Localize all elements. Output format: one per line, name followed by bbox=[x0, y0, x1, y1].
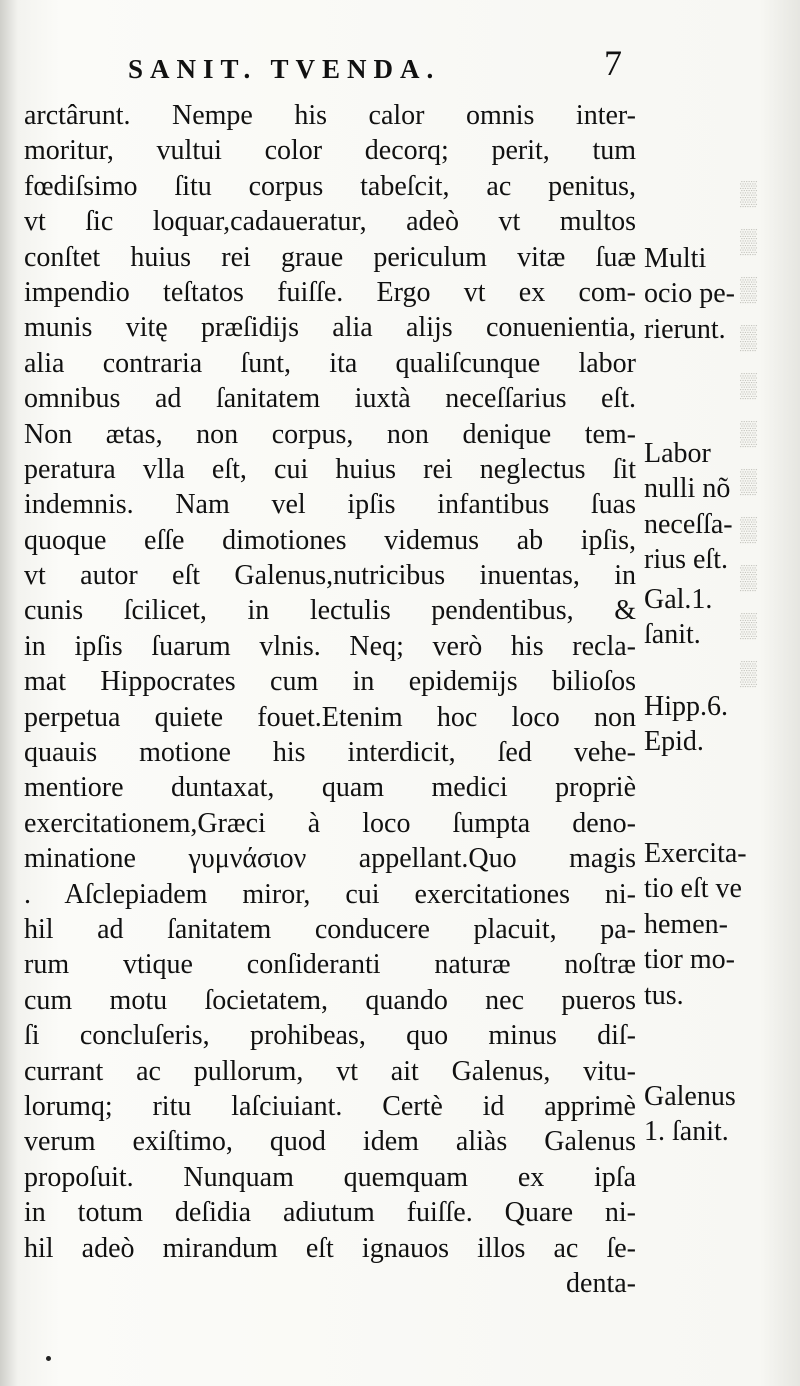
text-line: perpetua quiete fouet.Etenim hoc loco non bbox=[24, 701, 636, 733]
text-line: alia contraria ſunt, ita qualiſcunque labor bbox=[24, 347, 636, 379]
margin-note-galen-2 bbox=[644, 1079, 794, 1150]
margin-note-line: nulli nõ bbox=[644, 473, 731, 505]
running-header bbox=[128, 42, 628, 102]
margin-note-multi-ocio bbox=[644, 241, 794, 347]
text-line: munis vitę præſidijs alia alijs conuenientia, bbox=[24, 312, 636, 344]
text-line: vt autor eſt Galenus,nutricibus inuentas, in bbox=[24, 560, 636, 592]
margin-note-exercitatio bbox=[644, 836, 794, 1013]
text-line: Non ætas, non corpus, non denique tem- bbox=[24, 418, 636, 450]
text-line: moritur, vultui color decorq; perit, tum bbox=[24, 135, 636, 167]
margin-note-line: Hipp.6. bbox=[644, 691, 728, 722]
margin-note-line: Exercita- bbox=[644, 838, 747, 869]
text-line: quoque eſſe dimotiones videmus ab ipſis, bbox=[24, 524, 636, 556]
margin-note-hippocrates bbox=[644, 689, 794, 760]
margin-note-line: ſanit. bbox=[644, 619, 701, 651]
text-line: conſtet huius rei graue periculum vitæ ſuæ bbox=[24, 241, 636, 273]
text-line: lorumq; ritu laſciuiant. Certè id apprimè bbox=[24, 1090, 636, 1122]
margin-note-line: neceſſa- bbox=[644, 508, 733, 540]
text-line: quauis motione his interdicit, ſed vehe- bbox=[24, 737, 636, 769]
text-line: . Aſclepiadem miror, cui exercitationes ni- bbox=[24, 878, 636, 910]
margin-note-line: Epid. bbox=[644, 726, 704, 758]
margin-note-line: tior mo- bbox=[644, 944, 735, 976]
text-line: fœdiſsimo ſitu corpus tabeſcit, ac penitus, bbox=[24, 170, 636, 202]
margin-note-line: Galenus bbox=[644, 1081, 736, 1112]
running-title: SANIT. TVENDA. bbox=[128, 54, 441, 84]
margin-note-line: hemen- bbox=[644, 908, 728, 940]
text-line: in totum deſidia adiutum fuiſſe. Quare ni- bbox=[24, 1197, 636, 1229]
text-line: cunis ſcilicet, in lectulis pendentibus, & bbox=[24, 595, 636, 627]
margin-note-line: Gal.1. bbox=[644, 584, 713, 615]
text-line: arctârunt. Nempe his calor omnis inter- bbox=[24, 100, 636, 131]
text-line: propoſuit. Nunquam quemquam ex ipſa bbox=[24, 1161, 636, 1193]
margin-note-labor bbox=[644, 436, 794, 578]
text-line: mat Hippocrates cum in epidemijs bilioſos bbox=[24, 666, 636, 698]
margin-note-line: rierunt. bbox=[644, 313, 726, 345]
text-line: hil adeò mirandum eſt ignauos illos ac ſe- bbox=[24, 1232, 636, 1264]
margin-note-line: tio eſt ve bbox=[644, 873, 742, 905]
text-line: impendio teſtatos fuiſſe. Ergo vt ex com- bbox=[24, 276, 636, 308]
text-line: in ipſis ſuarum vlnis. Neq; verò his recla- bbox=[24, 630, 636, 662]
text-line: hil ad ſanitatem conducere placuit, pa- bbox=[24, 913, 636, 945]
text-line: indemnis. Nam vel ipſis infantibus ſuas bbox=[24, 489, 636, 521]
text-line: minatione γυμνάσιον appellant.Quo magis bbox=[24, 843, 636, 875]
text-line: ſi concluſeris, prohibeas, quo minus diſ- bbox=[24, 1020, 636, 1052]
margin-note-line: Labor bbox=[644, 438, 711, 469]
margin-note-galen-1 bbox=[644, 582, 794, 653]
text-line: verum exiſtimo, quod idem aliàs Galenus bbox=[24, 1126, 636, 1158]
ink-speck bbox=[46, 1356, 51, 1361]
bleed-through-text: ▒ ▒ ▒ ▒ ▒ ▒ ▒ ▒ ▒ ▒ ▒ bbox=[740, 181, 758, 687]
text-line: peratura vlla eſt, cui huius rei neglectus ſit bbox=[24, 453, 636, 485]
text-line: denta- bbox=[566, 1267, 636, 1299]
text-line: omnibus ad ſanitatem iuxtà neceſſarius eſt. bbox=[24, 383, 636, 415]
margin-note-line: rius eſt. bbox=[644, 544, 728, 576]
text-line: cum motu ſocietatem, quando nec pueros bbox=[24, 984, 636, 1016]
margin-note-line: 1. ſanit. bbox=[644, 1116, 729, 1148]
margin-note-line: ocio pe- bbox=[644, 278, 735, 310]
text-line: currant ac pullorum, vt ait Galenus, vitu- bbox=[24, 1055, 636, 1087]
text-line: rum vtique conſideranti naturæ noſtræ bbox=[24, 949, 636, 981]
page-number: 7 bbox=[604, 43, 622, 83]
text-line: vt ſic loquar,cadaueratur, adeò vt multos bbox=[24, 206, 636, 238]
margin-note-line: Multi bbox=[644, 243, 707, 274]
main-text-block bbox=[24, 98, 636, 1301]
margin-note-line: tus. bbox=[644, 979, 684, 1011]
text-line: exercitationem,Græci à loco ſumpta deno- bbox=[24, 807, 636, 839]
text-line: mentiore duntaxat, quam medici propriè bbox=[24, 772, 636, 804]
